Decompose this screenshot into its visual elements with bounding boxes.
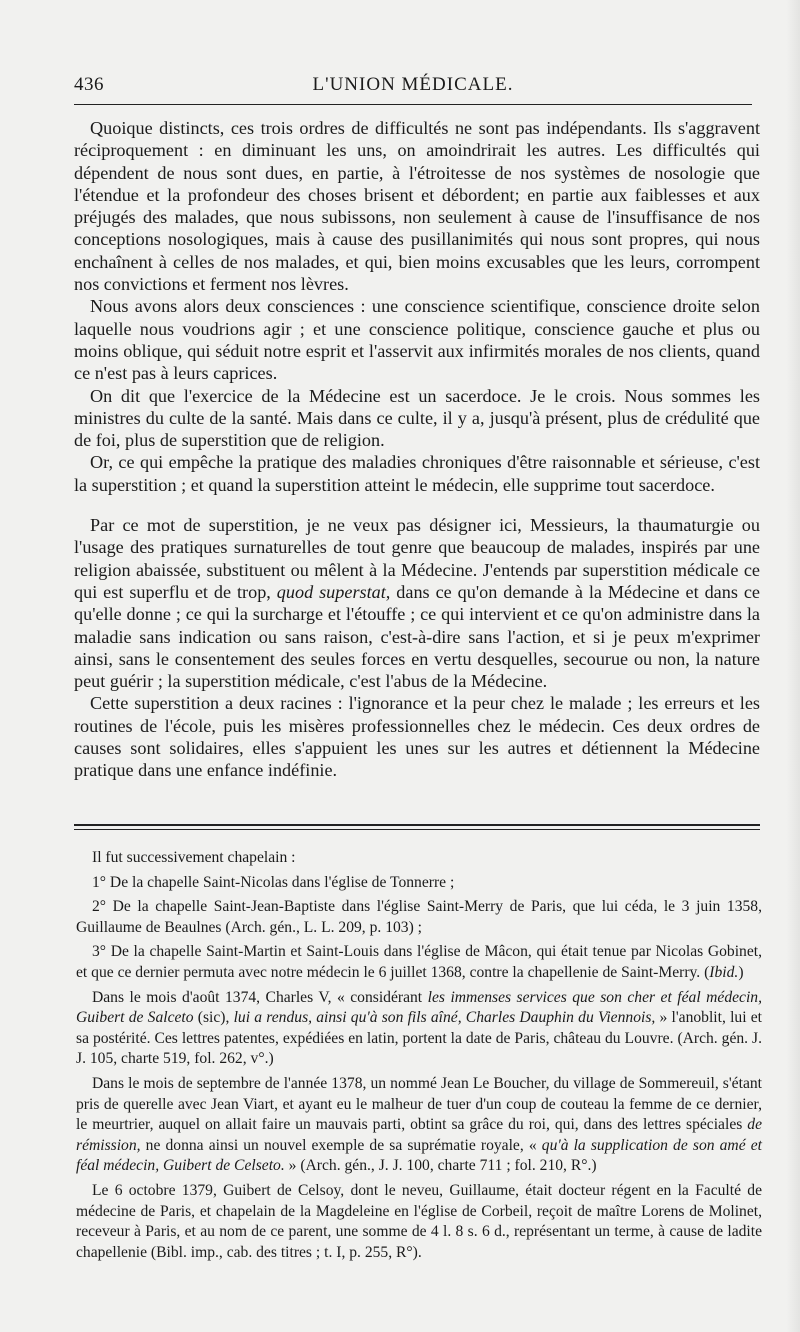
italic-quote: les immenses services que son cher et féal médecin, Guibert de Salceto (76, 988, 762, 1027)
footnotes (76, 848, 762, 1267)
footnote-line: Le 6 octobre 1379, Guibert de Celsoy, dont le neveu, Guillaume, était docteur régent en la Faculté de médecine de Paris, et chapelain de la Magdeleine en l'église de Corbeil, reçoit de maître Lorens de Molinet, receveur à Paris, et au nom de ce parent, une somme de 4 l. 8 s. 6 d., représentant un terme, à cause de ladite chapellenie (Bibl. imp., cab. des titres ; t. I, p. 255, R°). (76, 1181, 762, 1261)
page-edge-shadow (786, 0, 800, 1332)
text-span: » (Arch. gén., J. J. 100, charte 711 ; fol. 210, R°.) (288, 1157, 597, 1175)
latin-phrase: quod superstat, (276, 581, 391, 602)
paragraph: Cette superstition a deux racines : l'ignorance et la peur chez le malade ; les erreurs et les routines de l'école, puis les misères professionnelles chez le médecin. Ces deux ordres de causes sont solidaires, elles s'appuient les unes sur les autres et détiennent la Médecine pratique dans une enfance indéfinie. (74, 693, 760, 781)
italic-quote: lui a rendus, ainsi qu'à son fils aîné, Charles Dauphin du Viennois, (233, 1009, 656, 1027)
paragraph (74, 514, 760, 692)
text-span: (sic), (197, 1009, 230, 1027)
running-title: L'UNION MÉDICALE. (312, 74, 514, 95)
italic-quote: qu'à la supplication de son amé et féal médecin, Guibert de Celseto. (76, 1136, 762, 1175)
page-number: 436 (74, 74, 104, 95)
text-span: ) (738, 963, 744, 981)
text-span: Dans le mois de septembre de l'année 1378, un nommé Jean Le Boucher, du village de Sommereuil, s'étant pris de querelle avec Jean Viart, et ayant eu le malheur de tuer d'un coup de couteau la femme de ce dernier, le meurtrier, auquel on allait faire un mauvais parti, obtint sa grâce du roi, qui, dans des lettres spéciales (76, 1074, 762, 1134)
paragraph: Quoique distincts, ces trois ordres de difficultés ne sont pas indépendants. Ils s'aggravent réciproquement : en diminuant les uns, on amoindrirait les autres. Les difficultés qui dépendent de nous sont dues, en partie, à l'étroitesse de nos systèmes de nosologie que l'étendue et la profondeur des choses brisent et débordent; en partie aux faiblesses et aux préjugés des malades, que nous subissons, non seulement à cause de l'insuffisance de nos conceptions nosologiques, mais à cause des pusillanimités qui nous sont propres, qui nous enchaînent à celles de nos malades, et qui, bien moins excusables que les leurs, corrompent nos convictions et ferment nos lèvres. (74, 118, 760, 295)
text-span: dans ce qu'on demande à la Médecine et dans ce qu'elle donne ; ce qui la surcharge et l'étouffe ; ce qui intervient et ce qu'on administre dans la maladie sans indication ou sans raison, c'est-à-dire sans l'action, et si je peux m'exprimer ainsi, sans le consentement des seules forces en vertu desquelles, secourue ou non, la nature peut guérir ; la superstition médicale, c'est l'abus de la Médecine. (74, 581, 760, 692)
footnote-line: 2° De la chapelle Saint-Jean-Baptiste dans l'église Saint-Merry de Paris, que lui céda, le 3 juin 1358, Guillaume de Beaulnes (Arch. gén., L. L. 209, p. 103) ; (76, 898, 762, 936)
footnote-separator (74, 824, 760, 830)
italic-quote: de rémission, (76, 1116, 762, 1154)
text-span: » l'anoblit, lui et sa postérité. Ces lettres patentes, expédiées en latin, portent la date de Paris, château du Louvre. (Arch. gén. J. J. 105, charte 519, fol. 262, v°.) (76, 1009, 762, 1068)
footnote-line (76, 1074, 762, 1177)
paragraph: On dit que l'exercice de la Médecine est un sacerdoce. Je le crois. Nous sommes les ministres du culte de la santé. Mais dans ce culte, il y a, jusqu'à présent, plus de crédulité que de foi, plus de superstition que de religion. (74, 385, 760, 451)
footnote-line (76, 988, 762, 1070)
text-span: Dans le mois d'août 1374, Charles V, « considérant (92, 988, 423, 1006)
footnote-line (76, 942, 762, 983)
text-span: Par ce mot de superstition, je ne veux pas désigner ici, Messieurs, la thaumaturgie ou l'usage des pratiques surnaturelles de tout genre que beaucoup de malades, inspirés par une religion abaissée, substituent ou mêlent à la Médecine. J'entends par superstition médicale ce qui est superflu et de trop, (74, 515, 760, 602)
footnote-line: 1° De la chapelle Saint-Nicolas dans l'église de Tonnerre ; (92, 873, 455, 891)
section-gap (74, 496, 760, 514)
italic-ref: Ibid. (709, 963, 739, 981)
paragraph: Nous avons alors deux consciences : une conscience scientifique, conscience droite selon laquelle nous voudrions agir ; et une conscience politique, conscience gauche et plus ou moins oblique, qui séduit notre esprit et l'asservit aux infirmités morales de nos clients, quand ce n'est pas à leurs caprices. (74, 296, 760, 384)
main-text (74, 117, 760, 782)
text-span: 3° De la chapelle Saint-Martin et Saint-Louis dans l'église de Mâcon, qui était tenue par Nicolas Gobinet, et que ce dernier permuta avec notre médecin le 6 juillet 1368, contre la chapellenie de Saint-Merry. ( (76, 943, 762, 981)
footnote-line: Il fut successivement chapelain : (92, 849, 296, 866)
paragraph: Or, ce qui empêche la pratique des maladies chroniques d'être raisonnable et sérieuse, c'est la superstition ; et quand la superstition atteint le médecin, elle supprime tout sacerdoce. (74, 452, 760, 495)
header-rule (74, 104, 752, 105)
page-header (74, 72, 752, 100)
text-span: ne donna ainsi un nouvel exemple de sa suprématie royale, « (145, 1136, 537, 1154)
